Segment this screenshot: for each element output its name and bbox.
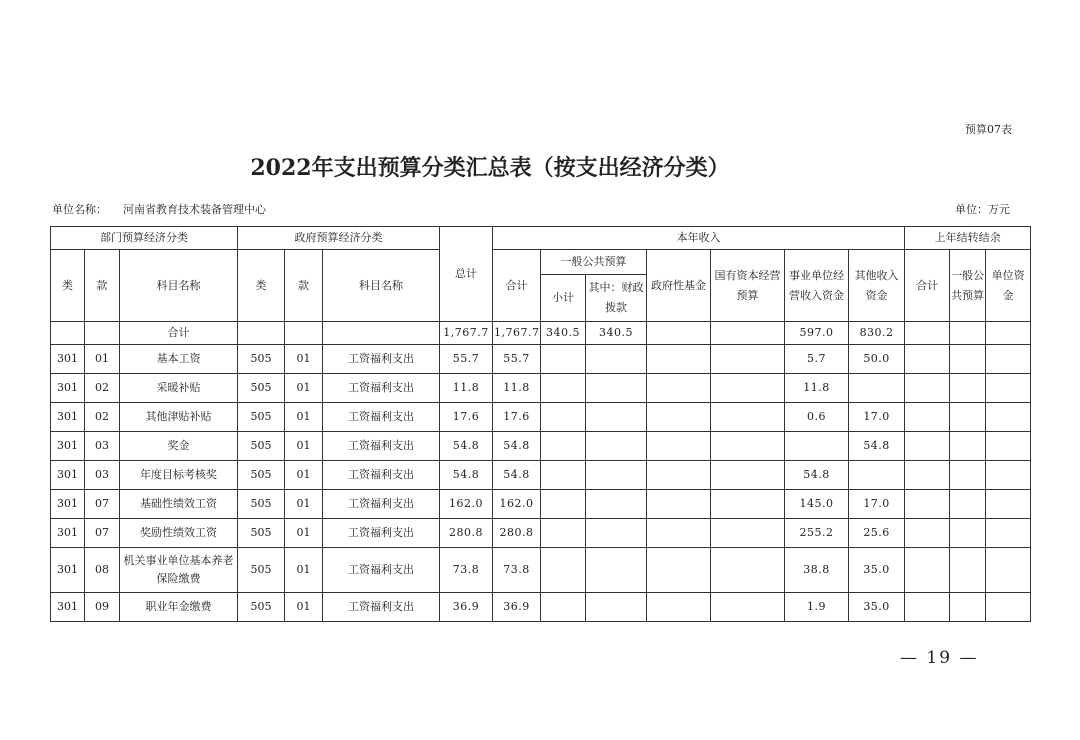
cell-last-year-empty [905, 345, 950, 374]
cell-gov-subject: 工资福利支出 [323, 403, 440, 432]
cell-gov-fund [647, 593, 711, 622]
cell-gov-fund [647, 374, 711, 403]
cell-last-year-empty [986, 403, 1031, 432]
cell-gb-small [541, 490, 586, 519]
cell-lei: 301 [51, 548, 85, 593]
header-gb-fiscal: 其中：财政拨款 [586, 275, 647, 322]
cell-kuan: 07 [85, 519, 120, 548]
cell-business-income: 145.0 [785, 490, 849, 519]
cell-kuan: 02 [85, 374, 120, 403]
cell-lei: 301 [51, 403, 85, 432]
unit-name-label: 单位名称： [52, 203, 107, 216]
cell-business-income: 1.9 [785, 593, 849, 622]
cell-last-year-empty [905, 461, 950, 490]
cell-lei: 301 [51, 490, 85, 519]
cell-other-income: 54.8 [849, 432, 905, 461]
cell-last-year-empty [950, 519, 986, 548]
table-row [51, 461, 1031, 490]
cell-last-year-empty [905, 432, 950, 461]
cell-other-income [849, 461, 905, 490]
currency-unit: 单位：万元 [955, 203, 1010, 216]
header-gov-fund: 政府性基金 [647, 250, 711, 322]
table-row [51, 490, 1031, 519]
cell-subject: 奖励性绩效工资 [120, 519, 238, 548]
cell-last-year-empty [950, 374, 986, 403]
header-business-income: 事业单位经营收入资金 [785, 250, 849, 322]
unit-name-line [52, 201, 266, 217]
cell-gb-small [541, 345, 586, 374]
cell-last-year-empty [986, 519, 1031, 548]
cell-subtotal: 280.8 [493, 519, 541, 548]
cell-last-year-empty [986, 490, 1031, 519]
cell-other-income: 50.0 [849, 345, 905, 374]
cell-gov-lei: 505 [238, 432, 285, 461]
cell-gov-fund [647, 345, 711, 374]
form-number: 预算07表 [965, 123, 1012, 136]
total-gb-fiscal: 340.5 [586, 322, 647, 345]
cell-gov-fund [647, 490, 711, 519]
cell-business-income: 5.7 [785, 345, 849, 374]
cell-kuan: 08 [85, 548, 120, 593]
table-row [51, 374, 1031, 403]
cell-subject: 奖金 [120, 432, 238, 461]
table-row [51, 432, 1031, 461]
cell-gov-kuan: 01 [285, 490, 323, 519]
cell-state-capital [711, 403, 785, 432]
cell-subject: 基本工资 [120, 345, 238, 374]
header-last-year: 上年结转结余 [905, 227, 1031, 250]
cell-total: 17.6 [440, 403, 493, 432]
cell-gov-subject: 工资福利支出 [323, 519, 440, 548]
cell-last-year-empty [950, 490, 986, 519]
cell-gov-subject: 工资福利支出 [323, 490, 440, 519]
page-title: 2022年支出预算分类汇总表（按支出经济分类） [250, 155, 730, 181]
cell-gov-kuan: 01 [285, 345, 323, 374]
cell-subtotal: 162.0 [493, 490, 541, 519]
cell-state-capital [711, 374, 785, 403]
cell-lei: 301 [51, 432, 85, 461]
header-row-1 [51, 227, 1031, 250]
cell-business-income: 54.8 [785, 461, 849, 490]
cell-kuan: 02 [85, 403, 120, 432]
header-gov-lei: 类 [238, 250, 285, 322]
header-gov-kuan: 款 [285, 250, 323, 322]
cell-subtotal: 36.9 [493, 593, 541, 622]
cell-last-year-empty [950, 432, 986, 461]
cell-total: 36.9 [440, 593, 493, 622]
cell-gov-kuan: 01 [285, 461, 323, 490]
header-gov-subject: 科目名称 [323, 250, 440, 322]
cell-last-year-empty [905, 490, 950, 519]
cell-business-income: 11.8 [785, 374, 849, 403]
cell-gb-fiscal [586, 461, 647, 490]
cell-total: 162.0 [440, 490, 493, 519]
header-row-2 [51, 250, 1031, 275]
cell-gov-lei: 505 [238, 593, 285, 622]
cell-business-income: 255.2 [785, 519, 849, 548]
header-total: 总计 [440, 227, 493, 322]
cell-kuan: 03 [85, 432, 120, 461]
cell-gov-fund [647, 432, 711, 461]
cell-total: 280.8 [440, 519, 493, 548]
cell-last-year-empty [905, 593, 950, 622]
cell-state-capital [711, 593, 785, 622]
cell-gb-fiscal [586, 593, 647, 622]
cell-other-income: 25.6 [849, 519, 905, 548]
cell-last-year-empty [950, 403, 986, 432]
header-ly-general: 一般公共预算 [950, 250, 986, 322]
cell-other-income: 17.0 [849, 490, 905, 519]
header-gov-class: 政府预算经济分类 [238, 227, 440, 250]
cell-kuan: 03 [85, 461, 120, 490]
header-state-capital: 国有资本经营预算 [711, 250, 785, 322]
cell-kuan: 09 [85, 593, 120, 622]
header-kuan: 款 [85, 250, 120, 322]
cell-state-capital [711, 432, 785, 461]
cell-business-income [785, 432, 849, 461]
table-row [51, 593, 1031, 622]
header-subtotal: 合计 [493, 250, 541, 322]
cell-gov-kuan: 01 [285, 432, 323, 461]
cell-subject: 基础性绩效工资 [120, 490, 238, 519]
cell-subject: 其他津贴补贴 [120, 403, 238, 432]
cell-last-year-empty [905, 374, 950, 403]
cell-last-year-empty [905, 548, 950, 593]
total-label: 合计 [120, 322, 238, 345]
cell-gov-lei: 505 [238, 490, 285, 519]
cell-gov-fund [647, 548, 711, 593]
cell-business-income: 38.8 [785, 548, 849, 593]
cell-gov-lei: 505 [238, 461, 285, 490]
cell-gov-fund [647, 519, 711, 548]
cell-total: 11.8 [440, 374, 493, 403]
cell-last-year-empty [950, 345, 986, 374]
cell-subject: 机关事业单位基本养老保险缴费 [120, 548, 238, 593]
cell-last-year-empty [986, 345, 1031, 374]
cell-subtotal: 55.7 [493, 345, 541, 374]
budget-table [50, 226, 1031, 622]
cell-gb-small [541, 374, 586, 403]
table-row [51, 519, 1031, 548]
cell-subject: 采暖补贴 [120, 374, 238, 403]
cell-gb-fiscal [586, 432, 647, 461]
cell-gov-subject: 工资福利支出 [323, 432, 440, 461]
cell-gb-small [541, 593, 586, 622]
cell-gb-small [541, 519, 586, 548]
cell-state-capital [711, 461, 785, 490]
cell-subtotal: 11.8 [493, 374, 541, 403]
cell-gov-kuan: 01 [285, 403, 323, 432]
cell-lei: 301 [51, 519, 85, 548]
cell-gov-kuan: 01 [285, 548, 323, 593]
cell-last-year-empty [950, 548, 986, 593]
table-row [51, 403, 1031, 432]
header-subject: 科目名称 [120, 250, 238, 322]
cell-gov-subject: 工资福利支出 [323, 593, 440, 622]
cell-subtotal: 17.6 [493, 403, 541, 432]
total-row [51, 322, 1031, 345]
header-other-income: 其他收入资金 [849, 250, 905, 322]
cell-gov-lei: 505 [238, 374, 285, 403]
cell-gb-fiscal [586, 490, 647, 519]
cell-gov-kuan: 01 [285, 593, 323, 622]
header-this-year: 本年收入 [493, 227, 905, 250]
cell-lei: 301 [51, 593, 85, 622]
page-number: — 19 — [900, 648, 979, 668]
cell-total: 73.8 [440, 548, 493, 593]
table-row [51, 345, 1031, 374]
cell-kuan: 01 [85, 345, 120, 374]
cell-gb-fiscal [586, 519, 647, 548]
cell-gov-lei: 505 [238, 403, 285, 432]
header-lei: 类 [51, 250, 85, 322]
cell-last-year-empty [986, 548, 1031, 593]
cell-gov-subject: 工资福利支出 [323, 548, 440, 593]
cell-last-year-empty [986, 461, 1031, 490]
total-business: 597.0 [785, 322, 849, 345]
cell-gov-subject: 工资福利支出 [323, 374, 440, 403]
total-other: 830.2 [849, 322, 905, 345]
cell-gb-small [541, 548, 586, 593]
cell-total: 54.8 [440, 461, 493, 490]
cell-subtotal: 73.8 [493, 548, 541, 593]
cell-last-year-empty [950, 593, 986, 622]
cell-gov-subject: 工资福利支出 [323, 345, 440, 374]
table-row [51, 548, 1031, 593]
cell-subject: 年度目标考核奖 [120, 461, 238, 490]
cell-state-capital [711, 345, 785, 374]
cell-gov-subject: 工资福利支出 [323, 461, 440, 490]
header-gb-small: 小计 [541, 275, 586, 322]
cell-gb-fiscal [586, 374, 647, 403]
cell-gb-small [541, 432, 586, 461]
cell-gb-fiscal [586, 548, 647, 593]
data-rows [51, 345, 1031, 622]
cell-state-capital [711, 548, 785, 593]
cell-gb-small [541, 461, 586, 490]
cell-total: 54.8 [440, 432, 493, 461]
cell-kuan: 07 [85, 490, 120, 519]
cell-state-capital [711, 519, 785, 548]
cell-last-year-empty [905, 403, 950, 432]
cell-last-year-empty [986, 593, 1031, 622]
cell-last-year-empty [950, 461, 986, 490]
cell-last-year-empty [986, 432, 1031, 461]
total-total: 1,767.7 [440, 322, 493, 345]
cell-subject: 职业年金缴费 [120, 593, 238, 622]
cell-business-income: 0.6 [785, 403, 849, 432]
cell-subtotal: 54.8 [493, 432, 541, 461]
cell-gov-kuan: 01 [285, 519, 323, 548]
total-gb-small: 340.5 [541, 322, 586, 345]
cell-lei: 301 [51, 461, 85, 490]
cell-total: 55.7 [440, 345, 493, 374]
cell-other-income: 35.0 [849, 548, 905, 593]
cell-other-income: 35.0 [849, 593, 905, 622]
cell-lei: 301 [51, 374, 85, 403]
cell-last-year-empty [986, 374, 1031, 403]
cell-gov-kuan: 01 [285, 374, 323, 403]
cell-gov-lei: 505 [238, 345, 285, 374]
header-ly-total: 合计 [905, 250, 950, 322]
cell-gb-fiscal [586, 403, 647, 432]
cell-gb-fiscal [586, 345, 647, 374]
cell-gov-fund [647, 461, 711, 490]
total-subtotal: 1,767.7 [493, 322, 541, 345]
unit-name-value: 河南省教育技术装备管理中心 [123, 203, 266, 216]
header-ly-unit: 单位资金 [986, 250, 1031, 322]
cell-last-year-empty [905, 519, 950, 548]
cell-lei: 301 [51, 345, 85, 374]
header-general-budget: 一般公共预算 [541, 250, 647, 275]
cell-gov-fund [647, 403, 711, 432]
cell-gov-lei: 505 [238, 548, 285, 593]
cell-other-income [849, 374, 905, 403]
cell-other-income: 17.0 [849, 403, 905, 432]
cell-subtotal: 54.8 [493, 461, 541, 490]
header-dept-class: 部门预算经济分类 [51, 227, 238, 250]
cell-state-capital [711, 490, 785, 519]
cell-gov-lei: 505 [238, 519, 285, 548]
cell-gb-small [541, 403, 586, 432]
